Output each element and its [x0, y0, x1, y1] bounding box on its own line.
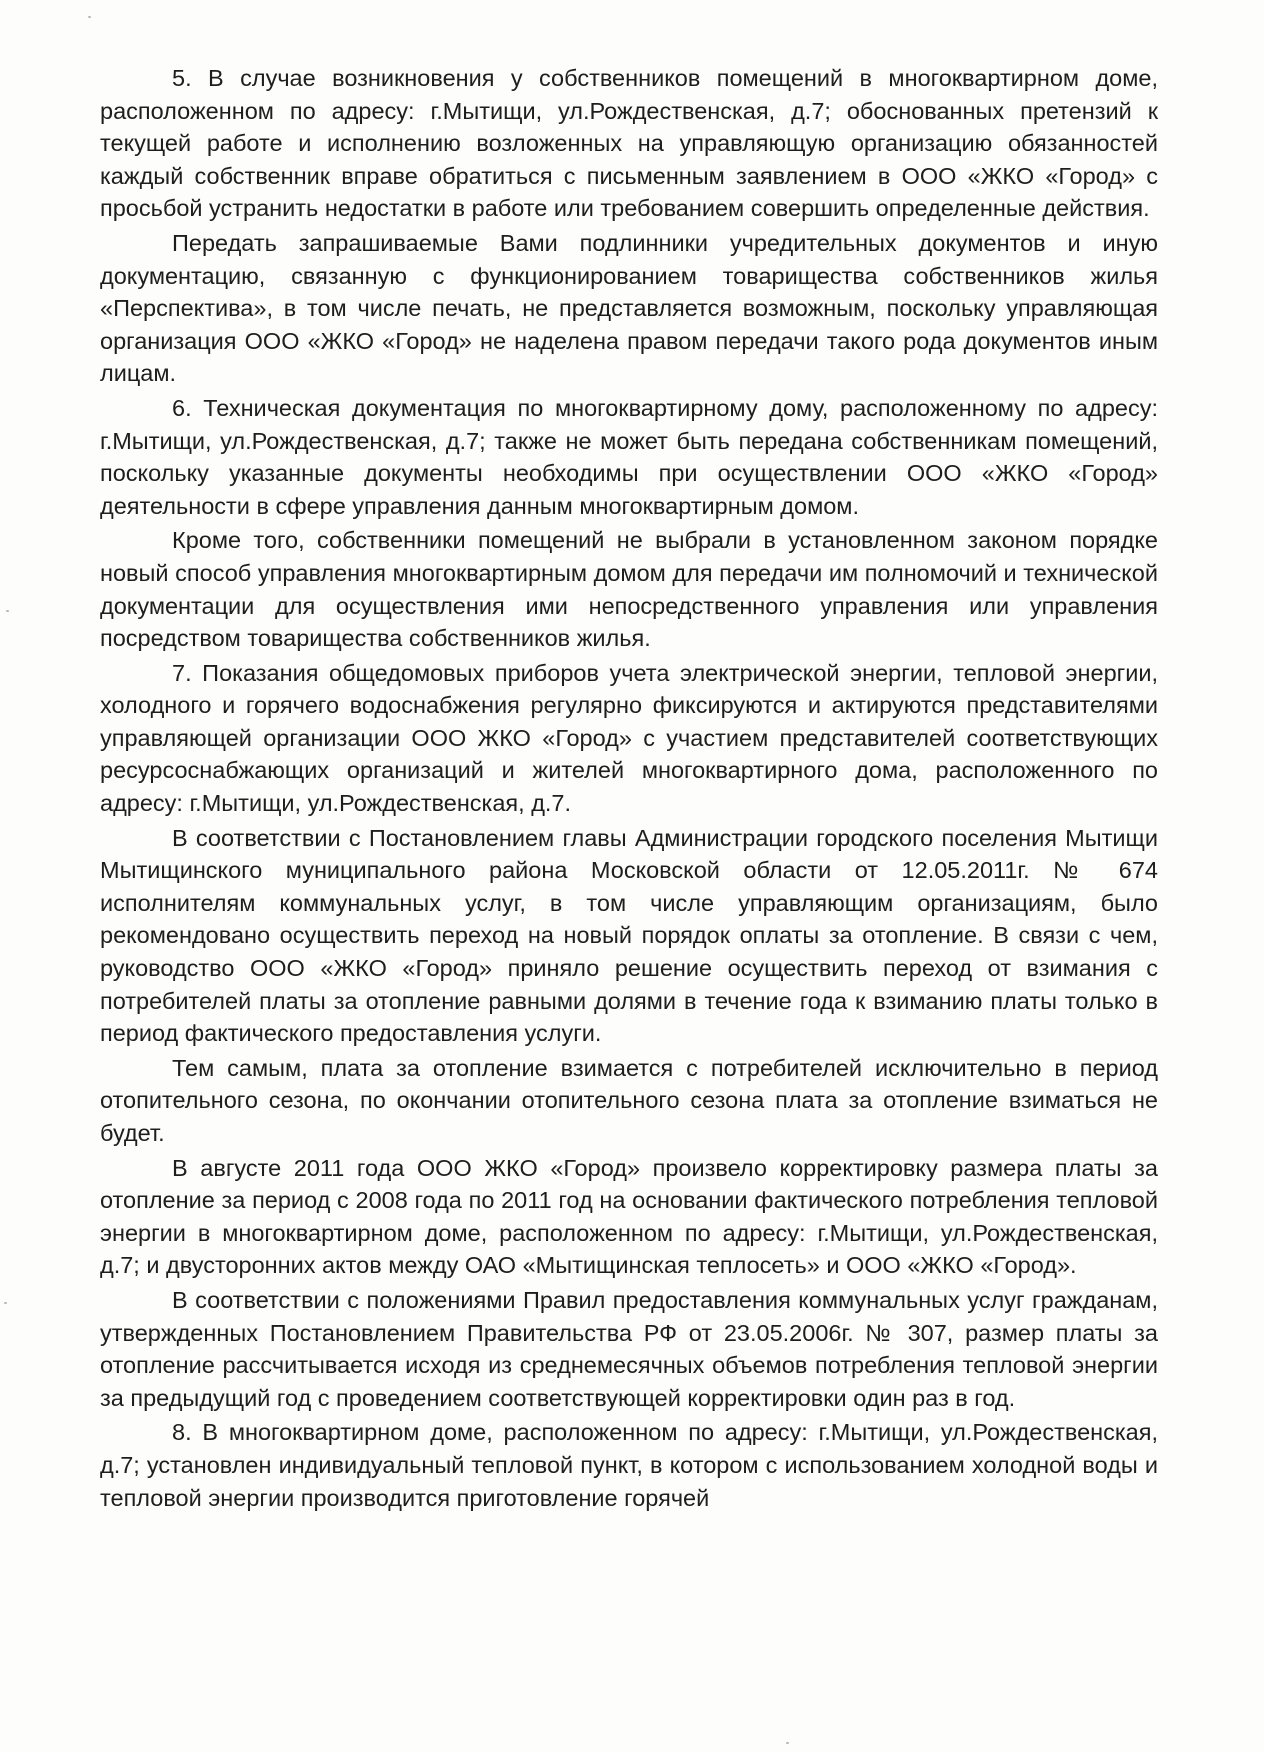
scan-speck [786, 1742, 789, 1744]
paragraph-item-5: 5. В случае возникновения у собственников помещений в многоквартирном доме, расположенном по адресу: г.Мытищи, ул.Рождественская, д.7; обоснованных претензий к текущей работе и исполнению возложенных на управляющую организацию обязанностей каждый собственник вправе обратиться с письменным заявлением в ООО «ЖКО «Город» с просьбой устранить недостатки в работе или требованием совершить определенные действия. [100, 65, 1158, 222]
paragraph-rules-307: В соответствии с положениями Правил предоставления коммунальных услуг гражданам, утвержденных Постановлением Правительства РФ от 23.05.2006г. № 307, размер платы за отопление рассчитывается исходя из среднемесячных объемов потребления тепловой энергии за предыдущий год с проведением соответствующей корректировки один раз в год. [100, 1286, 1158, 1411]
paragraph-item-8: 8. В многоквартирном доме, расположенном по адресу: г.Мытищи, ул.Рождественская, д.7; установлен индивидуальный тепловой пункт, в котором с использованием холодной воды и тепловой энергии производится приготовление горячей [100, 1419, 1158, 1511]
paragraph-heating-season: Тем самым, плата за отопление взимается с потребителей исключительно в период отопительного сезона, по окончании отопительного сезона плата за отопление взиматься не будет. [100, 1054, 1158, 1146]
paragraph-item-6: 6. Техническая документация по многоквартирному дому, расположенному по адресу: г.Мытищи, ул.Рождественская, д.7; также не может быть передана собственникам помещений, поскольку указанные документы необходимы при осуществлении ООО «ЖКО «Город» деятельности в сфере управления данным многоквартирным домом. [100, 394, 1158, 519]
document-body [100, 62, 1158, 1514]
paragraph-item-7: 7. Показания общедомовых приборов учета электрической энергии, тепловой энергии, холодного и горячего водоснабжения регулярно фиксируются и актируются представителями управляющей организации ООО ЖКО «Город» с участием представителей соответствующих ресурсоснабжающих организаций и жителей многоквартирного дома, расположенного по адресу: г.Мытищи, ул.Рождественская, д.7. [100, 659, 1158, 817]
scan-speck [6, 610, 9, 612]
scan-speck [4, 1302, 7, 1304]
paragraph-management-method: Кроме того, собственники помещений не выбрали в установленном законом порядке новый способ управления многоквартирным домом для передачи им полномочий и технической документации для осуществления ими непосредственного управления или управления посредством товарищества собственников жилья. [100, 527, 1158, 652]
paragraph-heating-resolution: В соответствии с Постановлением главы Администрации городского поселения Мытищи Мытищинского муниципального района Московской области от 12.05.2011г. № 674 исполнителям коммунальных услуг, в том числе управляющим организациям, было рекомендовано осуществить переход на новый порядок оплаты за отопление. В связи с чем, руководство ООО «ЖКО «Город» приняло решение осуществить переход от взимания с потребителей платы за отопление равными долями в течение года к взиманию платы только в период фактического предоставления услуги. [100, 824, 1158, 1047]
scan-speck [88, 16, 91, 18]
paragraph-adjustment-2011: В августе 2011 года ООО ЖКО «Город» произвело корректировку размера платы за отопление за период с 2008 года по 2011 год на основании фактического потребления тепловой энергии в многоквартирном доме, расположенном по адресу: г.Мытищи, ул.Рождественская, д.7; и двусторонних актов между ОАО «Мытищинская теплосеть» и ООО «ЖКО «Город». [100, 1154, 1158, 1279]
paragraph-transfer-documents: Передать запрашиваемые Вами подлинники учредительных документов и иную документацию, связанную с функционированием товарищества собственников жилья «Перспектива», в том числе печать, не представляется возможным, поскольку управляющая организация ООО «ЖКО «Город» не наделена правом передачи такого рода документов иным лицам. [100, 229, 1158, 387]
